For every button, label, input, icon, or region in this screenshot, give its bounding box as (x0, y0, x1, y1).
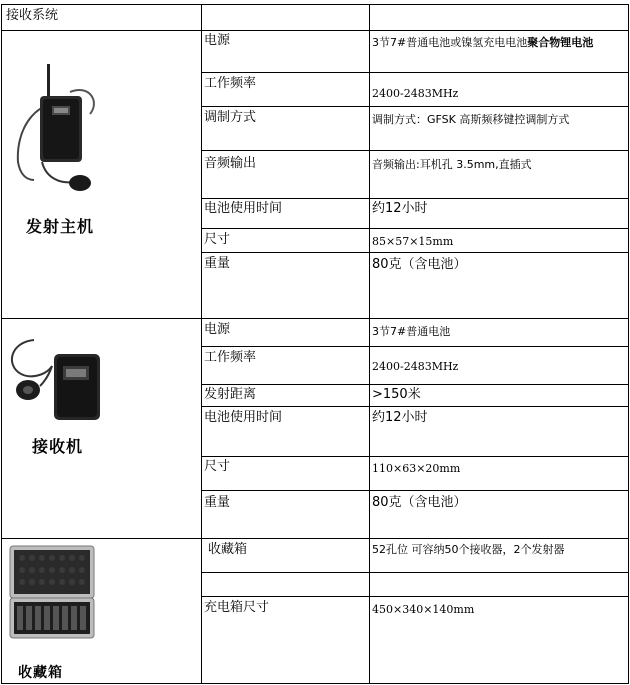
spec-value-frequency: 2400-2483MHz (372, 360, 459, 373)
row-divider (201, 406, 629, 407)
spec-label-weight: 重量 (204, 256, 231, 271)
spec-label-power: 电源 (204, 322, 231, 337)
row-divider (201, 490, 629, 491)
spec-value-power: 3节7#普通电池 (372, 325, 451, 338)
spec-value-modulation: 调制方式：GFSK 高斯频移键控调制方式 (372, 113, 570, 126)
spec-value-power: 3节7#普通电池或镍氢充电电池聚合物锂电池 (372, 36, 594, 49)
spec-value-charging-case-size: 450×340×140mm (372, 603, 475, 616)
spec-value-battery-life: 约12小时 (372, 410, 428, 425)
storage-case-image (4, 542, 100, 664)
row-divider (201, 252, 629, 253)
spec-value-size: 110×63×20mm (372, 462, 461, 475)
spec-value-range: >150米 (372, 387, 421, 402)
spec-value-frequency: 2400-2483MHz (372, 87, 459, 100)
table-border-right (628, 4, 629, 684)
spec-value-battery-life: 约12小时 (372, 201, 428, 216)
spec-label-power: 电源 (204, 33, 231, 48)
column-divider (369, 4, 370, 684)
spec-label-battery-life: 电池使用时间 (204, 410, 283, 425)
table-border-bottom (1, 683, 629, 684)
receiver-device-image (6, 332, 106, 426)
row-divider (201, 72, 629, 73)
spec-label-frequency: 工作频率 (204, 350, 257, 365)
spec-label-charging-case-size: 充电箱尺寸 (204, 600, 270, 615)
spec-value-storage-case: 52孔位 可容纳50个接收器，2个发射器 (372, 543, 565, 556)
spec-label-range: 发射距离 (204, 387, 257, 402)
row-divider (201, 346, 629, 347)
section-divider (1, 318, 629, 319)
row-divider (201, 150, 629, 151)
column-divider (201, 4, 202, 684)
transmitter-device-image (12, 62, 117, 201)
spec-label-size: 尺寸 (204, 459, 231, 474)
row-divider (201, 228, 629, 229)
table-border-left (1, 4, 2, 684)
row-divider (1, 30, 629, 31)
row-divider (201, 198, 629, 199)
storage-case-caption: 收藏箱 (18, 665, 63, 681)
spec-label-audio-output: 音频输出 (204, 156, 257, 171)
transmitter-caption: 发射主机 (26, 217, 95, 236)
spec-label-battery-life: 电池使用时间 (204, 201, 283, 216)
spec-value-weight: 80克（含电池） (372, 257, 467, 272)
spec-label-frequency: 工作频率 (204, 76, 257, 91)
section-divider (1, 538, 629, 539)
spec-value-size: 85×57×15mm (372, 235, 454, 248)
receiver-caption: 接收机 (32, 437, 84, 456)
spec-label-modulation: 调制方式 (204, 110, 257, 125)
table-header-title: 接收系统 (6, 8, 59, 23)
spec-label-weight: 重量 (204, 495, 231, 510)
row-divider (201, 596, 629, 597)
row-divider (201, 572, 629, 573)
table-border-top (1, 4, 629, 5)
spec-label-size: 尺寸 (204, 232, 231, 247)
row-divider (201, 106, 629, 107)
spec-label-storage-case: 收藏箱 (208, 542, 248, 557)
spec-value-audio-output: 音频输出:耳机孔 3.5mm,直插式 (372, 158, 532, 171)
row-divider (201, 456, 629, 457)
row-divider (201, 384, 629, 385)
spec-value-weight: 80克（含电池） (372, 495, 467, 510)
